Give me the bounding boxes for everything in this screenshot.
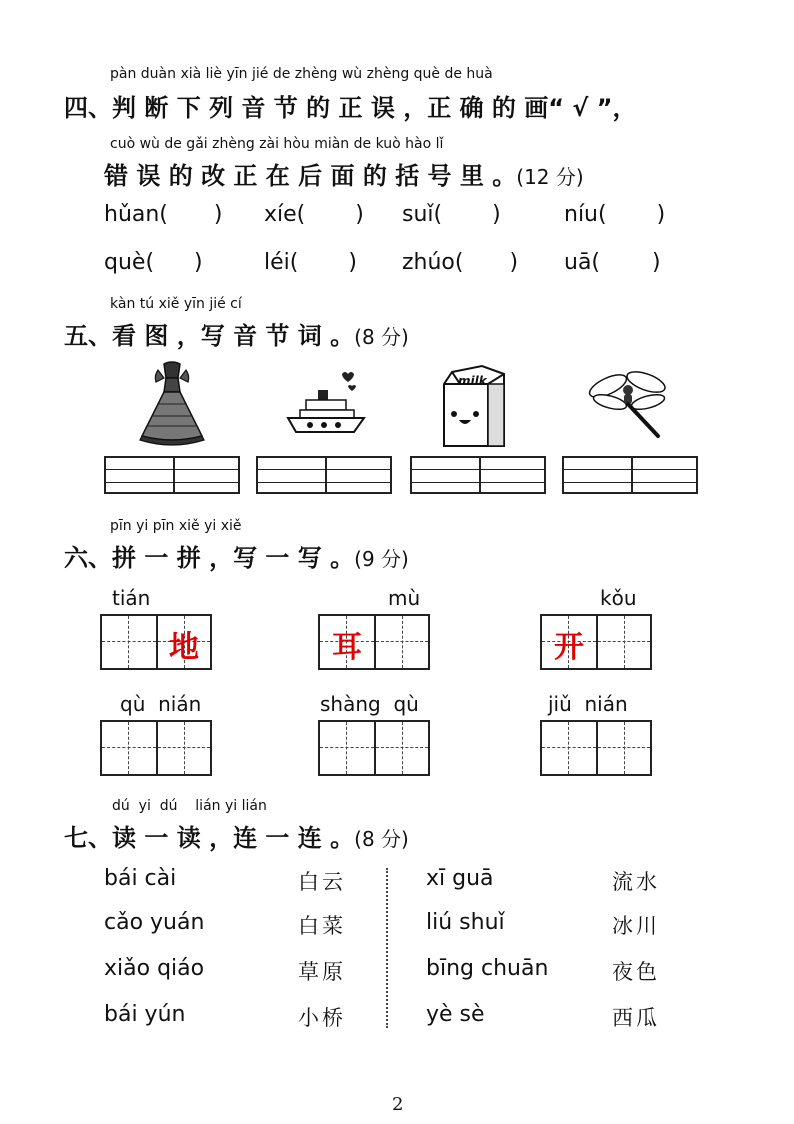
tzg-label: mù bbox=[388, 586, 421, 610]
given-char: 开 bbox=[554, 630, 584, 665]
tian-zi-ge[interactable] bbox=[100, 720, 212, 776]
section7-pinyin: dú yi dú lián yi lián bbox=[112, 798, 267, 814]
dress-icon bbox=[130, 360, 214, 446]
section7-score: (8 分) bbox=[354, 827, 409, 851]
section6-pinyin: pīn yi pīn xiě yi xiě bbox=[110, 518, 242, 534]
section4-title2-text: 错 误 的 改 正 在 后 面 的 括 号 里 。 bbox=[104, 162, 517, 190]
section7-title: 七、读 一 读 ，连 一 连 。(8 分) bbox=[64, 824, 409, 852]
write-grid[interactable] bbox=[410, 456, 546, 494]
match-pinyin[interactable]: liú shuǐ bbox=[426, 910, 505, 935]
tzg-label: shàng qù bbox=[320, 692, 419, 716]
tian-zi-ge[interactable] bbox=[318, 614, 430, 670]
match-word[interactable]: 白云 bbox=[298, 870, 346, 894]
section6-score: (9 分) bbox=[354, 547, 409, 571]
given-char: 地 bbox=[169, 630, 199, 665]
tzg-label: kǒu bbox=[600, 586, 637, 610]
match-word[interactable]: 草原 bbox=[298, 960, 346, 984]
column-divider bbox=[386, 868, 388, 1028]
match-word[interactable]: 小桥 bbox=[298, 1006, 346, 1030]
judge-item: uā( ) bbox=[564, 250, 661, 275]
section4-pinyin2: cuò wù de gǎi zhèng zài hòu miàn de kuò hào lǐ bbox=[110, 136, 444, 152]
match-word[interactable]: 冰川 bbox=[612, 914, 660, 938]
ship-icon bbox=[284, 368, 368, 438]
write-grid[interactable] bbox=[562, 456, 698, 494]
match-word[interactable]: 夜色 bbox=[612, 960, 660, 984]
judge-item: suǐ( ) bbox=[402, 202, 501, 227]
tian-zi-ge[interactable] bbox=[540, 720, 652, 776]
match-pinyin[interactable]: bái yún bbox=[104, 1002, 186, 1027]
section6-title: 六、拼 一 拼 ，写 一 写 。(9 分) bbox=[64, 544, 409, 572]
tian-zi-ge[interactable] bbox=[318, 720, 430, 776]
milk-label: milk bbox=[458, 374, 487, 388]
match-pinyin[interactable]: bái cài bbox=[104, 866, 177, 891]
page-number: 2 bbox=[392, 1094, 404, 1115]
section4-pinyin: pàn duàn xià liè yīn jié de zhèng wù zhèng què de huà bbox=[110, 66, 493, 82]
write-grid[interactable] bbox=[104, 456, 240, 494]
match-pinyin[interactable]: xiǎo qiáo bbox=[104, 956, 205, 981]
match-pinyin[interactable]: yè sè bbox=[426, 1002, 485, 1027]
match-pinyin[interactable]: bīng chuān bbox=[426, 956, 549, 981]
match-pinyin[interactable]: cǎo yuán bbox=[104, 910, 205, 935]
match-word[interactable]: 流水 bbox=[612, 870, 660, 894]
tian-zi-ge[interactable] bbox=[100, 614, 212, 670]
tzg-label: jiǔ nián bbox=[548, 692, 628, 716]
tian-zi-ge[interactable] bbox=[540, 614, 652, 670]
match-word[interactable]: 西瓜 bbox=[612, 1006, 660, 1030]
judge-item: hǔan( ) bbox=[104, 202, 223, 227]
dragonfly-icon bbox=[586, 368, 670, 444]
write-grid[interactable] bbox=[256, 456, 392, 494]
section4-score: (12 分) bbox=[516, 165, 584, 189]
section4-title: 四、判 断 下 列 音 节 的 正 误 ，正 确 的 画“ √ ”， bbox=[64, 94, 637, 122]
section5-score: (8 分) bbox=[354, 325, 409, 349]
section5-pinyin: kàn tú xiě yīn jié cí bbox=[110, 296, 242, 312]
section4-title2 bbox=[104, 156, 584, 191]
match-pinyin[interactable]: xī guā bbox=[426, 866, 494, 891]
judge-item: léi( ) bbox=[264, 250, 357, 275]
judge-item: xíe( ) bbox=[264, 202, 364, 227]
judge-item: níu( ) bbox=[564, 202, 666, 227]
tzg-label: qù nián bbox=[120, 692, 202, 716]
match-word[interactable]: 白菜 bbox=[298, 914, 346, 938]
section5-title: 五、看 图 ，写 音 节 词 。(8 分) bbox=[64, 322, 409, 350]
judge-item: què( ) bbox=[104, 250, 203, 275]
given-char: 耳 bbox=[332, 630, 362, 665]
judge-item: zhúo( ) bbox=[402, 250, 519, 275]
tzg-label: tián bbox=[112, 586, 151, 610]
